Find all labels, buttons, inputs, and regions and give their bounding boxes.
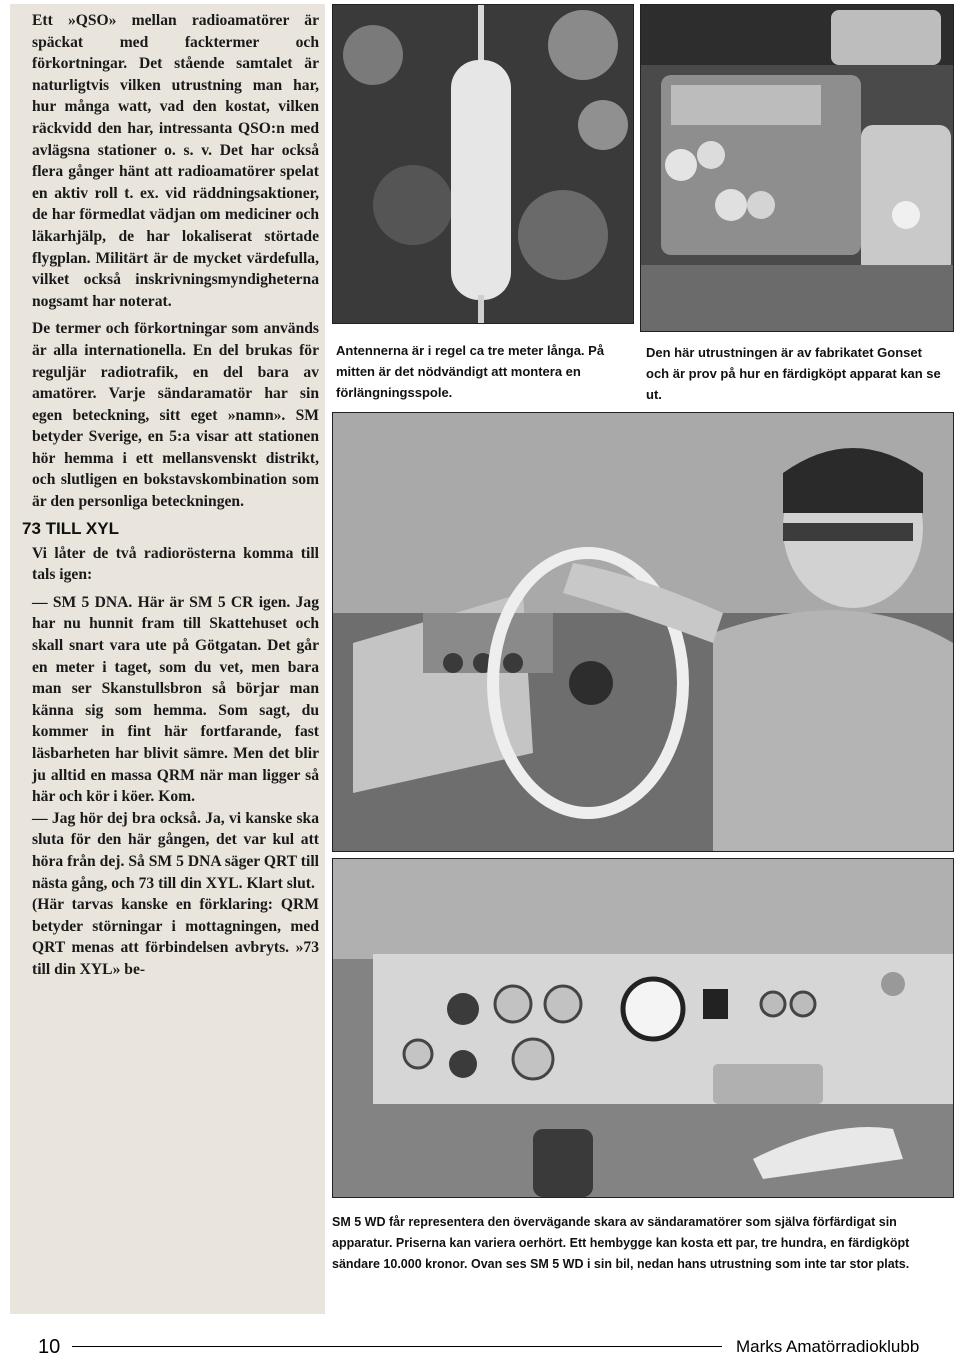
article-column xyxy=(10,4,325,1314)
article-paragraph: Vi låter de två radiorösterna komma till tals igen: xyxy=(32,544,319,584)
article-paragraph: Ett »QSO» mellan radioamatörer är späckat med facktermer och förkortningar. Det stående samtalet är naturligtvis vilken utrustning man har, hur många watt, vad den kostat, vilken räckvidd den har, intressanta QSO:n med avlägsna stationer o. s. v. Det har också flera gånger hänt att radioamatörer spelat en aktiv roll t. ex. vid räddningsaktioner, de har förmedlat vädjan om mediciner och läkarhjälp, de har lokaliserat störtade flygplan. Militärt är de mycket värdefulla, vilket också inskrivningsmyndigheterna nogsamt har noterat. xyxy=(32,12,319,310)
antenna-caption: Antennerna är i regel ca tre meter långa. På mitten är det nödvändigt att montera en förlängningsspole. xyxy=(336,340,628,403)
article-paragraph: — SM 5 DNA. Här är SM 5 CR igen. Jag har nu hunnit fram till Skattehuset och skall snart vara ute på Götgatan. Det går en meter i taget, som du vet, men bara man ser Skanstullsbron så börjar man känna sig som hemma. Som sagt, du kommer in fint här fortfarande, fast läsbarheten har blivit sämre. Men det blir ju alltid en massa QRM när man ligger så här och kör i köer. Kom. xyxy=(32,593,319,806)
gonset-caption: Den här utrustningen är av fabrikatet Gonset och är prov på hur en färdigköpt apparat kan se ut. xyxy=(646,342,946,405)
article-subheading: 73 TILL XYL xyxy=(22,518,119,538)
footer-rule xyxy=(72,1346,722,1347)
article-paragraph: — Jag hör dej bra också. Ja, vi kanske ska sluta för den här gången, det var kul att höra från dej. Så SM 5 DNA säger QRT till nästa gång, och 73 till din XYL. Klart slut. xyxy=(32,809,319,892)
article-paragraph: De termer och förkortningar som används är alla internationella. En del brukas för reguljär radiotrafik, en del bara av amatörer. Varje sändaramatör har sin egen beteckning, sitt eget »namn». SM betyder Sverige, en 5:a visar att stationen hör hemma i ett mellansvenskt distrikt, och slutligen en bokstavskombination som är den personliga beteckningen. xyxy=(32,320,319,511)
gonset-equipment-photo xyxy=(640,4,954,332)
sm5wd-equipment-photo xyxy=(332,858,954,1198)
club-name: Marks Amatörradioklubb xyxy=(736,1337,920,1356)
man-in-car-photo xyxy=(332,412,954,852)
article-paragraph: (Här tarvas kanske en förklaring: QRM betyder störningar i mottagningen, med QRT menas att förbindelsen avbryts. »73 till din XYL» be- xyxy=(32,896,319,978)
antenna-photo xyxy=(332,4,634,324)
sm5wd-caption: SM 5 WD får representera den övervägande skara av sändaramatörer som själva förfärdigat sin apparatur. Priserna kan variera oerhört. Ett hembygge kan kosta ett par, tre hundra, en färdigköpt sändare 10.000 kronor. Ovan ses SM 5 WD i sin bil, nedan hans utrustning som inte tar stor plats. xyxy=(332,1212,952,1275)
page-number: 10 xyxy=(38,1336,61,1358)
